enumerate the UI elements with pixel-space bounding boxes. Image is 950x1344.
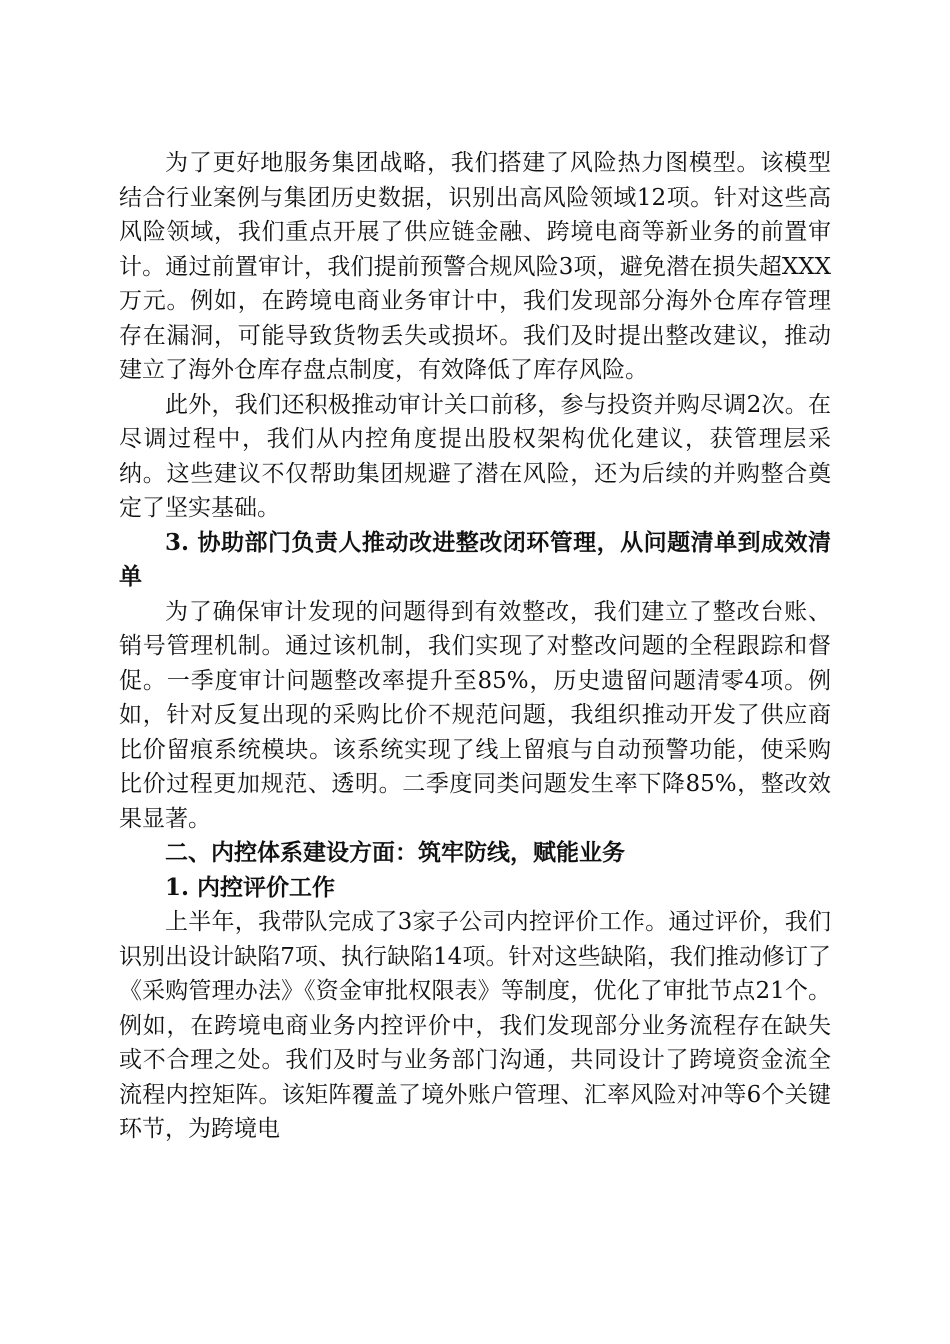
- section-heading-internal-control: 二、内控体系建设方面：筑牢防线，赋能业务: [165, 839, 625, 866]
- subsection-heading-control-evaluation: 1. 内控评价工作: [165, 873, 336, 901]
- document-page: [119, 146, 831, 1147]
- section-heading-rectification: 3. 协助部门负责人推动改进整改闭环管理，从问题清单到成效清单: [119, 528, 831, 590]
- paragraph-risk-heatmap: 为了更好地服务集团战略，我们搭建了风险热力图模型。该模型结合行业案例与集团历史数据，识别出高风险领域12项。针对这些高风险领域，我们重点开展了供应链金融、跨境电商等新业务的前置审计。通过前置审计，我们提前预警合规风险3项，避免潜在损失超XXX万元。例如，在跨境电商业务审计中，我们发现部分海外仓库存管理存在漏洞，可能导致货物丢失或损坏。我们及时提出整改建议，推动建立了海外仓库存盘点制度，有效降低了库存风险。: [119, 150, 831, 383]
- paragraph-rectification-ledger: 为了确保审计发现的问题得到有效整改，我们建立了整改台账、销号管理机制。通过该机制，我们实现了对整改问题的全程跟踪和督促。一季度审计问题整改率提升至85%，历史遗留问题清零4项。例如，针对反复出现的采购比价不规范问题，我组织推动开发了供应商比价留痕系统模块。该系统实现了线上留痕与自动预警功能，使采购比价过程更加规范、透明。二季度同类问题发生率下降85%，整改效果显著。: [119, 598, 831, 832]
- paragraph-audit-front-shift: 此外，我们还积极推动审计关口前移，参与投资并购尽调2次。在尽调过程中，我们从内控角度提出股权架构优化建议，获管理层采纳。这些建议不仅帮助集团规避了潜在风险，还为后续的并购整合奠定了坚实基础。: [119, 391, 831, 521]
- paragraph-control-evaluation: 上半年，我带队完成了3家子公司内控评价工作。通过评价，我们识别出设计缺陷7项、执行缺陷14项。针对这些缺陷，我们推动修订了《采购管理办法》《资金审批权限表》等制度，优化了审批节点21个。例如，在跨境电商业务内控评价中，我们发现部分业务流程存在缺失或不合理之处。我们及时与业务部门沟通，共同设计了跨境资金流全流程内控矩阵。该矩阵覆盖了境外账户管理、汇率风险对冲等6个关键环节，为跨境电: [119, 909, 831, 1142]
